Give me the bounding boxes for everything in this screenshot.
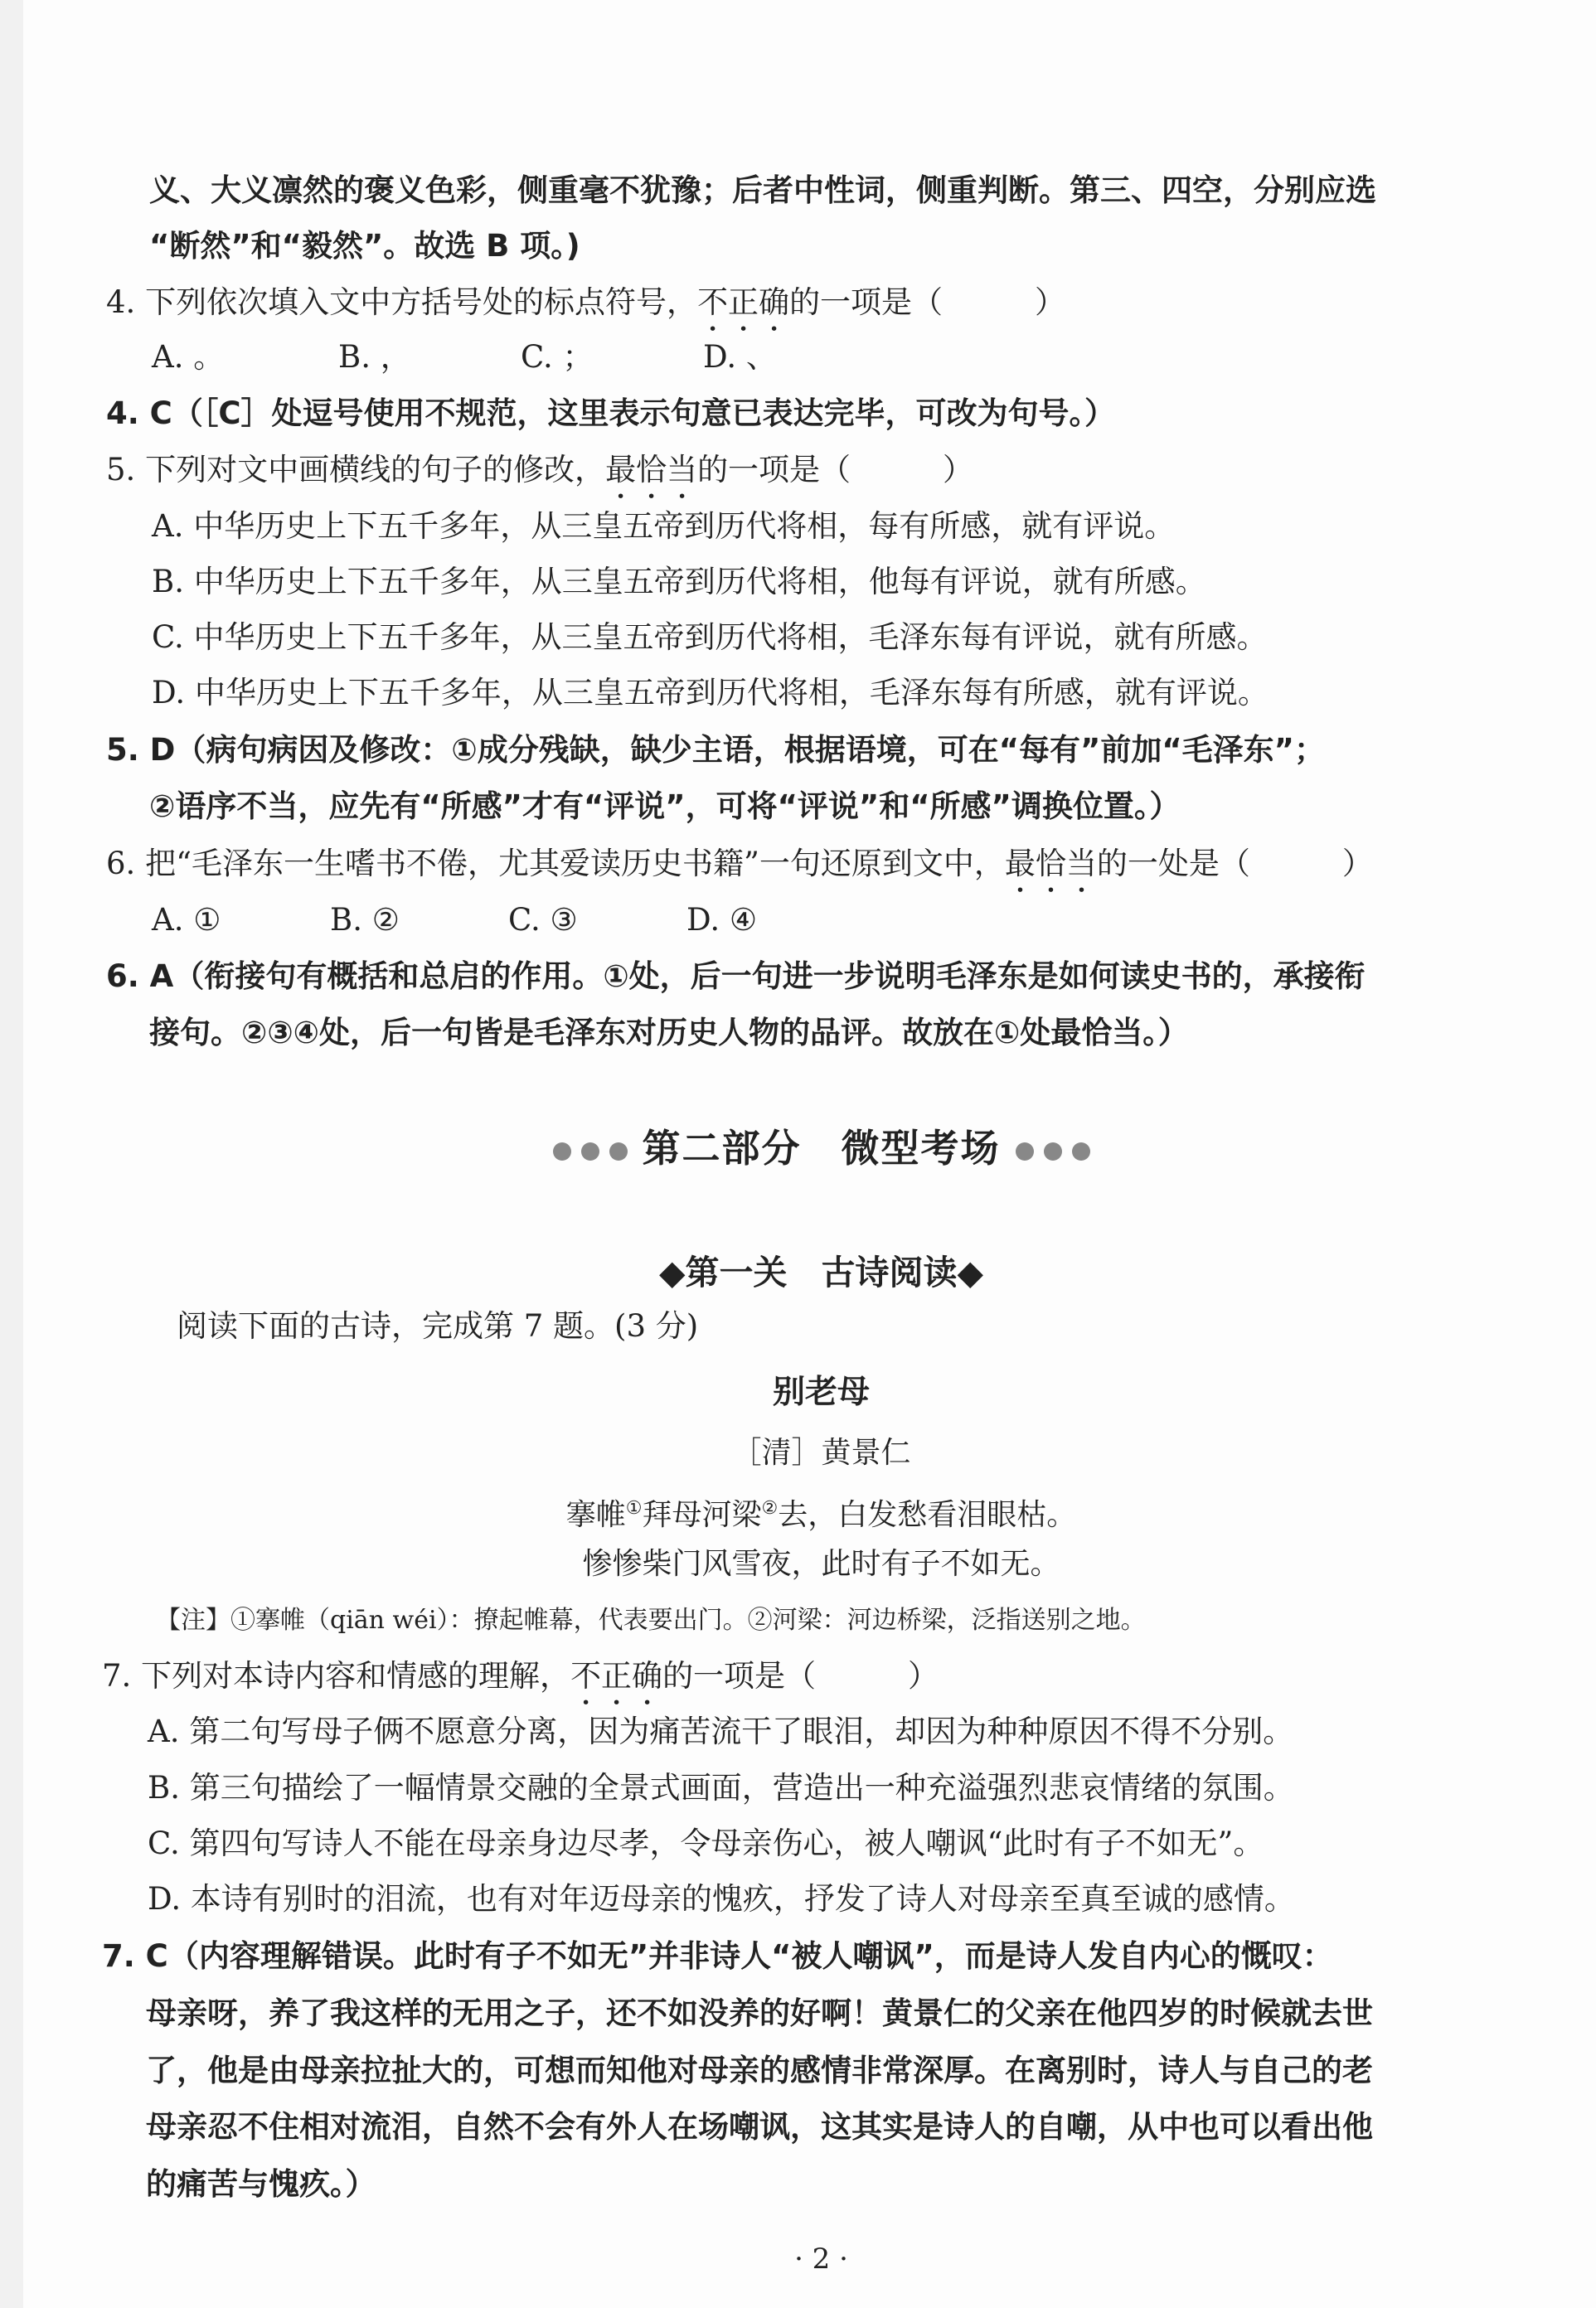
q7-option-b: B. 第三句描绘了一幅情景交融的全景式画面，营造出一种充溢强烈悲哀情绪的氛围。 [148, 1770, 1294, 1806]
q4-option-c: C. ； [521, 339, 594, 375]
q4-prefix: 4. 下列依次填入文中方括号处的标点符号， [106, 284, 698, 320]
q7-answer-line3: 了，他是由母亲拉扯大的，可想而知他对母亲的感情非常深厚。在离别时，诗人与自己的老 [146, 2053, 1373, 2088]
q4-option-d: D. 、 [703, 339, 777, 375]
poem-note-marker-2: ② [761, 1498, 779, 1519]
q7-answer-line4: 母亲忍不住相对流泪，自然不会有外人在场嘲讽，这其实是诗人的自嘲，从中也可以看出他 [146, 2109, 1373, 2145]
page-number: · 2 · [794, 2243, 848, 2276]
q5-answer-line2: ②语序不当，应先有“所感”才有“评说”，可将“评说”和“所感”调换位置。） [149, 788, 1181, 824]
poem-author: ［清］黄景仁 [731, 1436, 911, 1470]
q5-suffix: 的一项是（ ） [697, 452, 974, 487]
q6-option-a: A. ① [152, 902, 221, 938]
q5-option-a: A. 中华历史上下五千多年，从三皇五帝到历代将相，每有所感，就有评说。 [152, 508, 1176, 544]
q6-answer-line1: 6. A（衔接句有概括和总启的作用。①处，后一句进一步说明毛泽东是如何读史书的，承接衔 [106, 958, 1366, 994]
q4-emphasis: 不正确 [697, 284, 790, 320]
decor-dot-icon [581, 1142, 599, 1161]
poem-line1-part-a: 搴帷 [565, 1498, 626, 1532]
poem-note: 【注】①搴帷（qiān wéi）：撩起帷幕，代表要出门。②河梁：河边桥梁，泛指送别之地。 [156, 1606, 1146, 1635]
q4-suffix: 的一项是（ ） [789, 284, 1066, 320]
q5-option-d: D. 中华历史上下五千多年，从三皇五帝到历代将相，毛泽东每有所感，就有评说。 [152, 675, 1269, 710]
level1-title: ◆第一关 古诗阅读◆ [658, 1253, 984, 1292]
question-6 [106, 843, 1373, 899]
question-4 [106, 282, 1065, 338]
q7-answer-line5: 的痛苦与愧疚。） [146, 2166, 376, 2202]
q7-answer-line1: 7. C（内容理解错误。此时有子不如无”并非诗人“被人嘲讽”，而是诗人发自内心的慨叹： [102, 1938, 1333, 1974]
q7-answer-line2: 母亲呀，养了我这样的无用之子，还不如没养的好啊！黄景仁的父亲在他四岁的时候就去世 [146, 1995, 1373, 2031]
q6-suffix: 的一处是（ ） [1096, 846, 1373, 881]
decor-dot-icon [1016, 1142, 1034, 1161]
q7-option-d: D. 本诗有别时的泪流，也有对年迈母亲的愧疚，抒发了诗人对母亲至真至诚的感情。 [148, 1881, 1295, 1917]
q5-answer-line1: 5. D（病句病因及修改：①成分残缺，缺少主语，根据语境，可在“每有”前加“毛泽东”； [106, 732, 1325, 768]
q3-answer-continuation-line2: “断然”和“毅然”。故选 B 项。) [149, 228, 580, 264]
q6-emphasis: 最恰当 [1004, 846, 1097, 881]
decor-dot-icon [1044, 1142, 1062, 1161]
q4-options [152, 337, 777, 378]
poem-line1-part-c: 去，白发愁看泪眼枯。 [778, 1498, 1077, 1532]
decor-dot-icon [553, 1142, 571, 1161]
poem-line-2: 惨惨柴门风雪夜，此时有子不如无。 [582, 1547, 1060, 1581]
q6-prefix: 6. 把“毛泽东一生嗜书不倦，尤其爱读历史书籍”一句还原到文中， [106, 846, 1005, 881]
poem-line1-part-b: 拜母河梁 [642, 1498, 762, 1532]
q3-answer-continuation-line1: 义、大义凛然的褒义色彩，侧重毫不犹豫；后者中性词，侧重判断。第三、四空，分别应选 [149, 172, 1376, 208]
q7-prefix: 7. 下列对本诗内容和情感的理解， [102, 1658, 571, 1694]
decor-dot-icon [1072, 1142, 1090, 1161]
q7-suffix: 的一项是（ ） [662, 1658, 939, 1694]
q6-options [152, 899, 757, 941]
q7-option-a: A. 第二句写母子俩不愿意分离，因为痛苦流干了眼泪，却因为种种原因不得不分别。 [148, 1714, 1294, 1749]
q4-option-a: A. 。 [152, 339, 225, 375]
q5-emphasis: 最恰当 [605, 452, 698, 487]
q4-option-b: B. ， [338, 339, 411, 375]
poem-line-1 [23, 1488, 1596, 1536]
part2-heading [23, 1127, 1596, 1169]
q5-option-c: C. 中华历史上下五千多年，从三皇五帝到历代将相，毛泽东每有评说，就有所感。 [152, 619, 1268, 655]
decor-dot-icon [609, 1142, 628, 1161]
poem-title: 别老母 [772, 1374, 870, 1411]
q5-option-b: B. 中华历史上下五千多年，从三皇五帝到历代将相，他每有评说，就有所感。 [152, 564, 1206, 599]
q7-emphasis: 不正确 [570, 1658, 663, 1694]
poem-note-marker-1: ① [625, 1498, 643, 1519]
q6-option-c: C. ③ [508, 902, 578, 938]
level1-instruction: 阅读下面的古诗，完成第 7 题。(3 分) [177, 1308, 699, 1344]
q6-option-d: D. ④ [686, 902, 758, 938]
q6-option-b: B. ② [330, 902, 400, 938]
q4-answer: 4. C（［C］处逗号使用不规范，这里表示句意已表达完毕，可改为句号。） [106, 395, 1115, 431]
q7-option-c: C. 第四句写诗人不能在母亲身边尽孝，令母亲伤心，被人嘲讽“此时有子不如无”。 [148, 1826, 1264, 1861]
part2-title: 第二部分 微型考场 [642, 1126, 1001, 1171]
q6-answer-line2: 接句。②③④处，后一句皆是毛泽东对历史人物的品评。故放在①处最恰当。） [149, 1015, 1189, 1050]
question-7 [102, 1656, 939, 1712]
q5-prefix: 5. 下列对文中画横线的句子的修改， [106, 452, 606, 487]
question-5 [106, 449, 973, 506]
